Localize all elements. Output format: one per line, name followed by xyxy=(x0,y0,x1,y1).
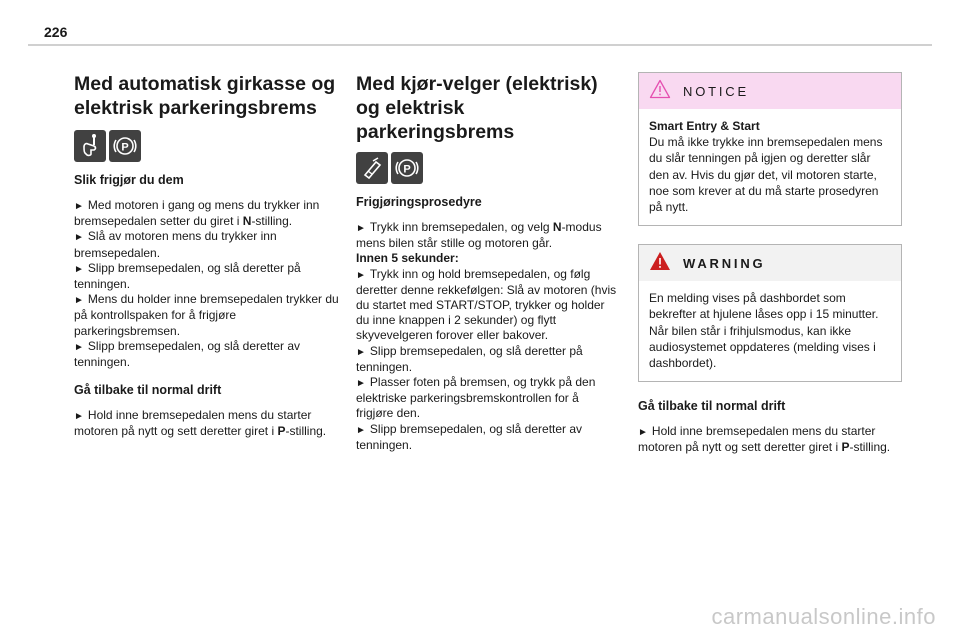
watermark: carmanualsonline.info xyxy=(711,604,936,629)
procedure-steps xyxy=(356,220,618,453)
bullet-arrow-icon: ► xyxy=(356,378,366,390)
within-5-seconds-label: Innen 5 sekunder: xyxy=(356,251,459,266)
normal-drive-steps xyxy=(638,424,902,455)
column-drive-selector xyxy=(356,72,618,453)
section-title: Med kjør-velger (elektrisk) og elektrisk parkeringsbrems xyxy=(356,73,598,143)
svg-text:P: P xyxy=(403,163,411,176)
bullet-arrow-icon: ► xyxy=(74,411,84,423)
notice-body xyxy=(639,109,901,225)
bullet-arrow-icon: ► xyxy=(638,427,648,439)
subheading-normal-drive: Gå tilbake til normal drift xyxy=(638,399,786,414)
column-notices xyxy=(638,72,902,456)
icon-row xyxy=(74,130,342,162)
parking-brake-p-icon xyxy=(109,130,141,162)
release-steps xyxy=(74,198,342,370)
step-item: ► Slå av motoren mens du trykker inn bremsepedalen. xyxy=(74,229,277,260)
bullet-arrow-icon: ► xyxy=(356,346,366,358)
step-item: ► Slipp bremsepedalen, og slå deretter på tenningen. xyxy=(74,260,301,292)
subheading-release: Slik frigjør du dem xyxy=(74,173,184,187)
warning-box xyxy=(638,244,902,382)
svg-text:P: P xyxy=(121,141,129,154)
icon-row xyxy=(356,152,618,184)
bullet-arrow-icon: ► xyxy=(74,201,84,212)
step-item: ► Hold inne bremsepedalen mens du starter motoren på nytt og sett deretter giret i P-stilling. xyxy=(74,408,327,439)
column-automatic-gearbox xyxy=(74,72,342,440)
bullet-arrow-icon: ► xyxy=(74,263,84,275)
subheading-procedure: Frigjøringsprosedyre xyxy=(356,195,482,209)
normal-drive-steps xyxy=(74,408,342,439)
step-item: ► Plasser foten på bremsen, og trykk på den elektriske parkeringsbremskontrollen for å frigjøre den. xyxy=(356,375,596,421)
step-item: ► Trykk inn og hold bremsepedalen, og følg deretter denne rekkefølgen: Slå av motoren (hvis du startet med START/STOP, trykker og holder du inne knappen i 2 sekunder) og flytt skyvevelgeren forover eller bakover. xyxy=(356,266,617,343)
step-item: ► Slipp bremsepedalen, og slå deretter av tenningen. xyxy=(74,338,301,370)
section-title: Med automatisk girkasse og elektrisk parkeringsbrems xyxy=(74,73,336,119)
warning-triangle-icon xyxy=(649,251,671,276)
notice-box xyxy=(638,72,902,226)
bullet-arrow-icon: ► xyxy=(74,341,84,353)
notice-triangle-icon xyxy=(649,79,671,104)
notice-header xyxy=(639,73,901,109)
subheading-normal-drive: Gå tilbake til normal drift xyxy=(74,383,222,398)
notice-text: Du må ikke trykke inn bremsepedalen mens du slår tenningen på igjen og deretter slår den av. Hvis du gjør det, vil motoren starte, noe som krever at du må starte prosedyren på nytt. xyxy=(649,135,883,215)
page-number: 226 xyxy=(44,24,68,40)
gear-hand-icon xyxy=(74,130,106,162)
header-divider xyxy=(28,44,932,46)
parking-brake-p-icon xyxy=(391,152,423,184)
bullet-arrow-icon: ► xyxy=(356,269,366,281)
step-item: ► Med motoren i gang og mens du trykker inn bremsepedalen setter du giret i N-stilling. xyxy=(74,198,320,229)
step-item: ► Slipp bremsepedalen, og slå deretter på tenningen. xyxy=(356,343,583,374)
warning-header xyxy=(639,245,901,281)
bullet-arrow-icon: ► xyxy=(356,424,366,436)
step-item: ► Slipp bremsepedalen, og slå deretter av tenningen. xyxy=(356,421,583,452)
warning-label: WARNING xyxy=(683,255,766,271)
notice-label: NOTICE xyxy=(683,83,749,99)
bullet-arrow-icon: ► xyxy=(74,232,84,244)
step-item: ► Mens du holder inne bremsepedalen trykker du på kontrollspaken for å frigjøre parkeringsbremsen. xyxy=(74,292,339,338)
bullet-arrow-icon: ► xyxy=(356,223,366,234)
step-item: ► Trykk inn bremsepedalen, og velg N-modus mens bilen står stille og motoren går. xyxy=(356,220,602,251)
warning-text: En melding vises på dashbordet som bekrefter at hjulene låses opp i 15 minutter. Når bilen står i frihjulsmodus, kan ikke audiosystemet oppdateres (melding vises i dashbordet). xyxy=(649,291,879,371)
notice-heading: Smart Entry & Start xyxy=(649,119,760,133)
selector-lever-icon xyxy=(356,152,388,184)
warning-body xyxy=(639,281,901,381)
step-item: ► Hold inne bremsepedalen mens du starter motoren på nytt og sett deretter giret i P-stilling. xyxy=(638,424,891,455)
bullet-arrow-icon: ► xyxy=(74,295,84,307)
